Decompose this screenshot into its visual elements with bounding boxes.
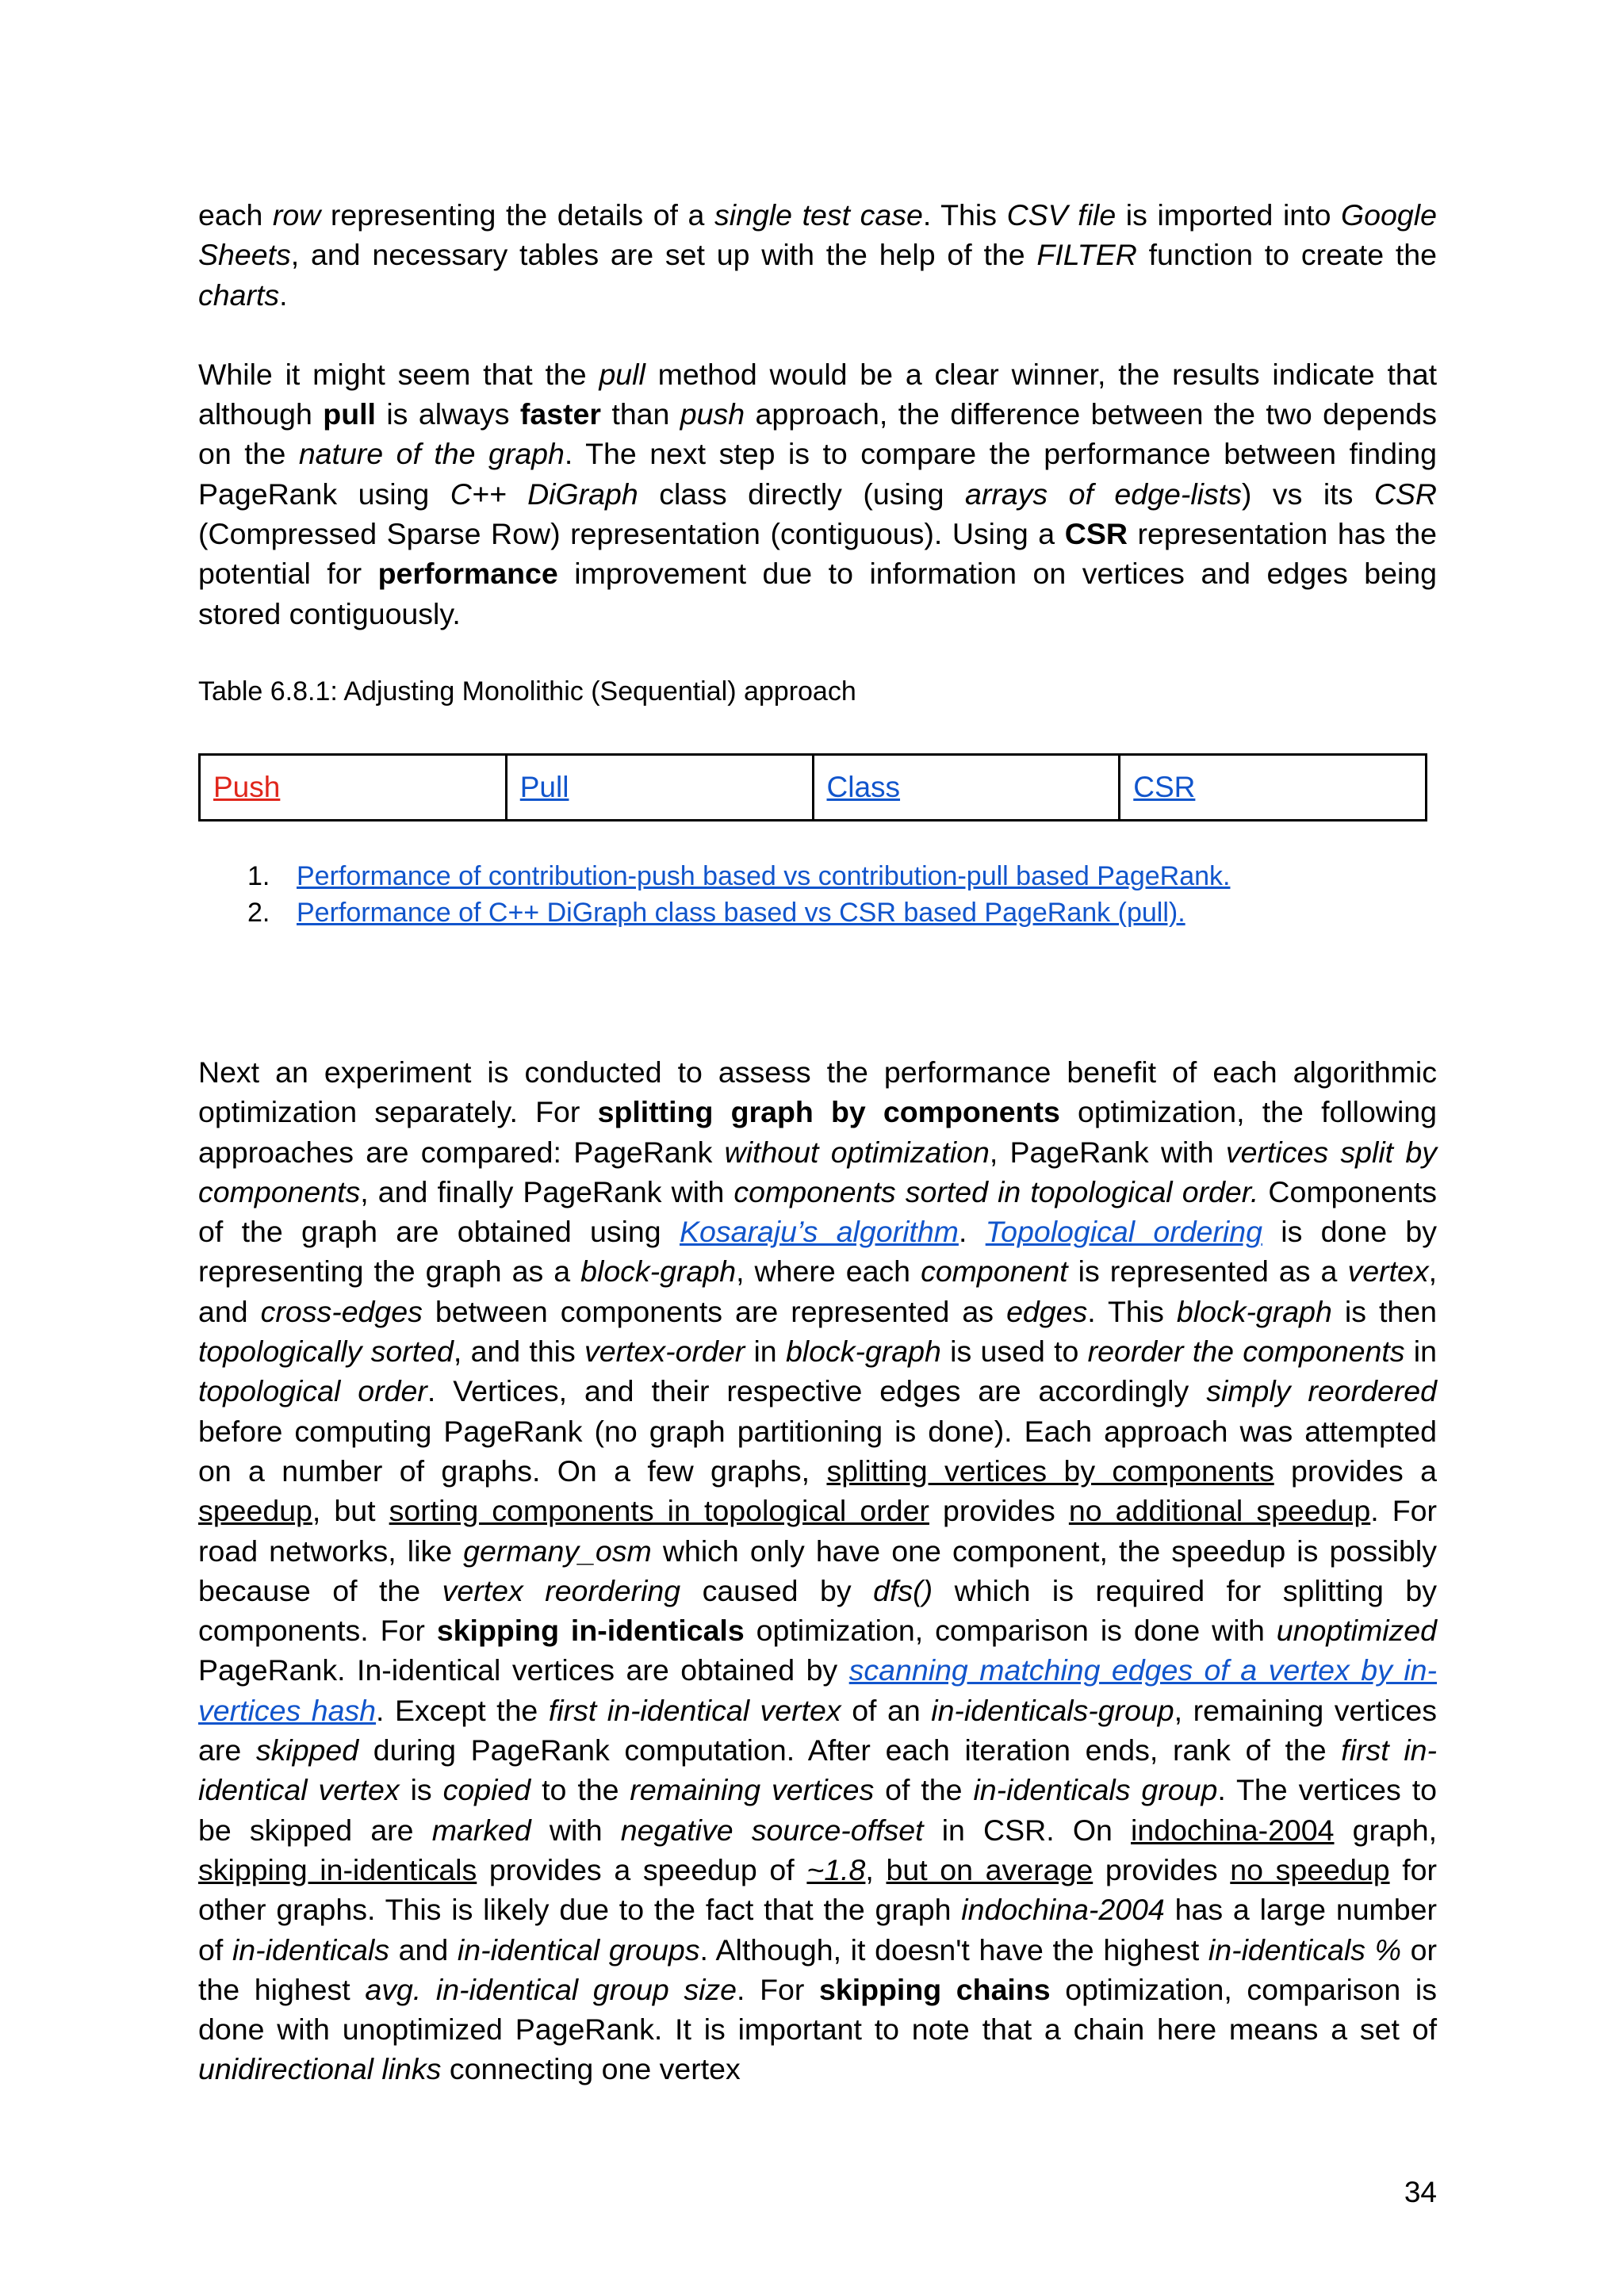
- page-number: 34: [1404, 2176, 1437, 2208]
- text: improvement due to information on vertices and edges being stored contiguously.: [198, 557, 1437, 630]
- text: which only have one component, the speedup is possibly because of the: [198, 1534, 1437, 1607]
- text: CSV file: [1006, 198, 1116, 232]
- text: is represented as a: [1067, 1254, 1348, 1289]
- page-body: [198, 195, 1437, 634]
- text: provides: [1093, 1852, 1231, 1886]
- text: is always: [375, 397, 520, 431]
- text: of the: [874, 1773, 974, 1807]
- text: pull: [599, 357, 645, 391]
- text: ~1.8: [806, 1852, 866, 1886]
- text: topological order: [198, 1374, 427, 1408]
- text: While it might seem that the: [198, 357, 599, 391]
- text: provides a: [1274, 1453, 1437, 1488]
- text: , and finally PageRank with: [360, 1174, 734, 1208]
- text: but on average: [886, 1852, 1094, 1886]
- text: .: [279, 278, 288, 312]
- link-list: [238, 858, 1230, 931]
- text: indochina-2004: [961, 1893, 1165, 1927]
- text: topologically sorted: [198, 1335, 454, 1369]
- text: components sorted in topological order.: [733, 1174, 1259, 1208]
- text: in-identicals-group: [931, 1693, 1174, 1727]
- text: is: [399, 1773, 443, 1807]
- text: arrays of edge-lists: [965, 477, 1242, 511]
- text: performance: [377, 557, 558, 591]
- text: copied: [442, 1773, 531, 1807]
- text: reorder the components: [1087, 1335, 1405, 1369]
- text: vertex: [1347, 1254, 1429, 1289]
- text: . The next step is to compare the performance between finding PageRank using: [198, 437, 1438, 511]
- paragraph-optimizations: [198, 1052, 1437, 2089]
- text: . Except the: [376, 1693, 549, 1727]
- text: CSR: [1373, 477, 1438, 511]
- text: connecting one vertex: [441, 2052, 741, 2086]
- text: is done by representing the graph as a: [198, 1215, 1438, 1289]
- text: PageRank. In-identical vertices are obtained by: [198, 1653, 849, 1687]
- text: block-graph: [1176, 1294, 1332, 1328]
- text: . For: [737, 1972, 819, 2006]
- text: is imported into: [1116, 198, 1342, 232]
- text: splitting graph by components: [597, 1095, 1060, 1129]
- text: splitting vertices by components: [826, 1453, 1274, 1488]
- text: block-graph: [785, 1335, 941, 1369]
- text: indochina-2004: [1131, 1813, 1335, 1847]
- text: avg. in-identical group size: [365, 1972, 737, 2006]
- text: method would be a clear winner, the results indicate that although: [198, 357, 1438, 431]
- text: in: [1404, 1335, 1437, 1369]
- text: in CSR. On: [923, 1813, 1132, 1847]
- text: skipping chains: [818, 1972, 1051, 2006]
- text: representing the details of a: [320, 198, 714, 232]
- text: . The vertices to be skipped are: [198, 1773, 1438, 1847]
- text: has a large number of: [198, 1893, 1437, 1967]
- list-item: [238, 858, 1230, 894]
- paragraph-csv: [198, 195, 1437, 315]
- text: no speedup: [1230, 1852, 1390, 1886]
- text: optimization, comparison is done with: [744, 1614, 1277, 1648]
- text: in-identical groups: [457, 1932, 700, 1967]
- links-table: [198, 753, 1427, 821]
- text: in-identicals group: [973, 1773, 1218, 1807]
- list-item: [238, 894, 1230, 931]
- text: germany_osm: [463, 1534, 652, 1568]
- text: to the: [530, 1773, 630, 1807]
- text: dfs(): [873, 1573, 933, 1607]
- text: no additional speedup: [1068, 1494, 1371, 1528]
- text: . This: [1087, 1294, 1177, 1328]
- text: row: [272, 198, 321, 232]
- text: vertex-order: [584, 1335, 745, 1369]
- text: Components of the graph are obtained using: [198, 1174, 1438, 1249]
- text: block-graph: [580, 1254, 737, 1289]
- text: in-identicals: [232, 1932, 389, 1967]
- text: , remaining vertices are: [198, 1693, 1438, 1767]
- link-topological-ordering[interactable]: [986, 1215, 1262, 1248]
- link-push[interactable]: Push: [213, 771, 281, 803]
- text: simply reordered: [1206, 1374, 1437, 1408]
- text: , PageRank with: [989, 1135, 1226, 1169]
- text: . Vertices, and their respective edges are accordingly: [427, 1374, 1207, 1408]
- text: graph,: [1334, 1813, 1438, 1847]
- text: unidirectional links: [198, 2052, 442, 2086]
- text: negative source-offset: [620, 1813, 924, 1847]
- link-kosaraju[interactable]: [680, 1215, 959, 1248]
- list-number: 2.: [247, 898, 270, 928]
- text: skipping in-identicals: [198, 1852, 477, 1886]
- text: provides a speedup of: [477, 1852, 807, 1886]
- table-cell: [506, 755, 813, 821]
- paragraph-pull-push: [198, 354, 1437, 634]
- table-caption: Table 6.8.1: Adjusting Monolithic (Sequential) approach: [198, 676, 856, 707]
- text: FILTER: [1036, 238, 1137, 272]
- text: or the highest: [198, 1932, 1437, 2006]
- link-class-vs-csr[interactable]: Performance of C++ DiGraph class based vs CSR based PageRank (pull).: [297, 898, 1185, 928]
- text: approach, the difference between the two depends on the: [198, 397, 1437, 471]
- text: speedup: [198, 1494, 312, 1528]
- text: marked: [431, 1813, 531, 1847]
- text: CSR: [1064, 517, 1128, 551]
- text: scanning matching edges of a vertex by in-vertices hash: [198, 1653, 1438, 1727]
- text: unoptimized: [1276, 1614, 1437, 1648]
- text: faster: [519, 397, 601, 431]
- text: . For road networks, like: [198, 1494, 1437, 1568]
- text: between components are represented as: [422, 1294, 1007, 1328]
- text: class directly (using: [638, 477, 965, 511]
- text: in-identicals %: [1208, 1932, 1401, 1967]
- list-number: 1.: [247, 861, 270, 891]
- text: pull: [323, 397, 376, 431]
- text: (Compressed Sparse Row) representation (contiguous). Using a: [198, 517, 1065, 551]
- text: Google Sheets: [198, 198, 1437, 272]
- text: C++ DiGraph: [450, 477, 638, 511]
- table-cell: [1120, 755, 1427, 821]
- text: optimization, comparison is done with unoptimized PageRank. It is important to note that a chain here means a set of: [198, 1972, 1437, 2047]
- text: Kosaraju’s algorithm: [679, 1215, 959, 1249]
- text: before computing PageRank (no graph partitioning is done). Each approach was attempted on a number of graphs. On a few graphs,: [198, 1414, 1437, 1488]
- text: edges: [1006, 1294, 1088, 1328]
- text: . This: [922, 198, 1007, 232]
- text: which is required for splitting by components. For: [198, 1573, 1437, 1648]
- text: nature of the graph: [298, 437, 565, 471]
- text: function to create the: [1136, 238, 1437, 272]
- text: each: [198, 198, 273, 232]
- text: . Although, it doesn't have the highest: [699, 1932, 1208, 1967]
- text: than: [601, 397, 680, 431]
- text: Next an experiment is conducted to assess the performance benefit of each algorithmic optimization separately. For: [198, 1055, 1437, 1129]
- text: skipping in-identicals: [436, 1614, 745, 1648]
- link-class[interactable]: Class: [826, 771, 901, 803]
- text: is used to: [940, 1335, 1088, 1369]
- text: sorting components in topological order: [389, 1494, 929, 1528]
- text: push: [680, 397, 745, 431]
- text: .: [958, 1215, 986, 1249]
- text: vertex reordering: [442, 1573, 681, 1607]
- table-cell: [200, 755, 507, 821]
- text: , where each: [736, 1254, 921, 1289]
- text: for other graphs. This is likely due to the fact that the graph: [198, 1852, 1437, 1927]
- text: during PageRank computation. After each iteration ends, rank of the: [358, 1733, 1342, 1767]
- text: cross-edges: [260, 1294, 423, 1328]
- text: , but: [312, 1494, 389, 1528]
- paragraph-optimizations-wrapper: [198, 1052, 1437, 2089]
- table-row: [200, 755, 1427, 821]
- link-push-vs-pull[interactable]: Performance of contribution-push based vs contribution-pull based PageRank.: [297, 861, 1231, 891]
- text: Topological ordering: [985, 1215, 1262, 1249]
- text: with: [530, 1813, 621, 1847]
- text: provides: [929, 1494, 1069, 1528]
- text: , and this: [453, 1335, 585, 1369]
- text: is then: [1331, 1294, 1437, 1328]
- table-cell: [813, 755, 1120, 821]
- text: ) vs its: [1241, 477, 1374, 511]
- text: of an: [841, 1693, 932, 1727]
- text: , and: [198, 1254, 1437, 1328]
- text: charts: [198, 278, 280, 312]
- text: without optimization: [724, 1135, 990, 1169]
- text: vertices split by components: [198, 1135, 1437, 1208]
- link-csr[interactable]: CSR: [1133, 771, 1196, 803]
- text: , and necessary tables are set up with the help of the: [290, 238, 1037, 272]
- text: skipped: [255, 1733, 359, 1767]
- text: optimization, the following approaches are compared: PageRank: [198, 1095, 1437, 1169]
- text: first in-identical vertex: [198, 1733, 1438, 1807]
- text: caused by: [680, 1573, 874, 1607]
- text: component: [921, 1254, 1068, 1289]
- text: and: [389, 1932, 458, 1967]
- link-pull[interactable]: Pull: [519, 771, 569, 803]
- text: in: [745, 1335, 786, 1369]
- text: ,: [865, 1852, 887, 1886]
- text: representation has the potential for: [198, 517, 1438, 591]
- text: remaining vertices: [630, 1773, 875, 1807]
- text: first in-identical vertex: [548, 1693, 841, 1727]
- text: single test case: [714, 198, 923, 232]
